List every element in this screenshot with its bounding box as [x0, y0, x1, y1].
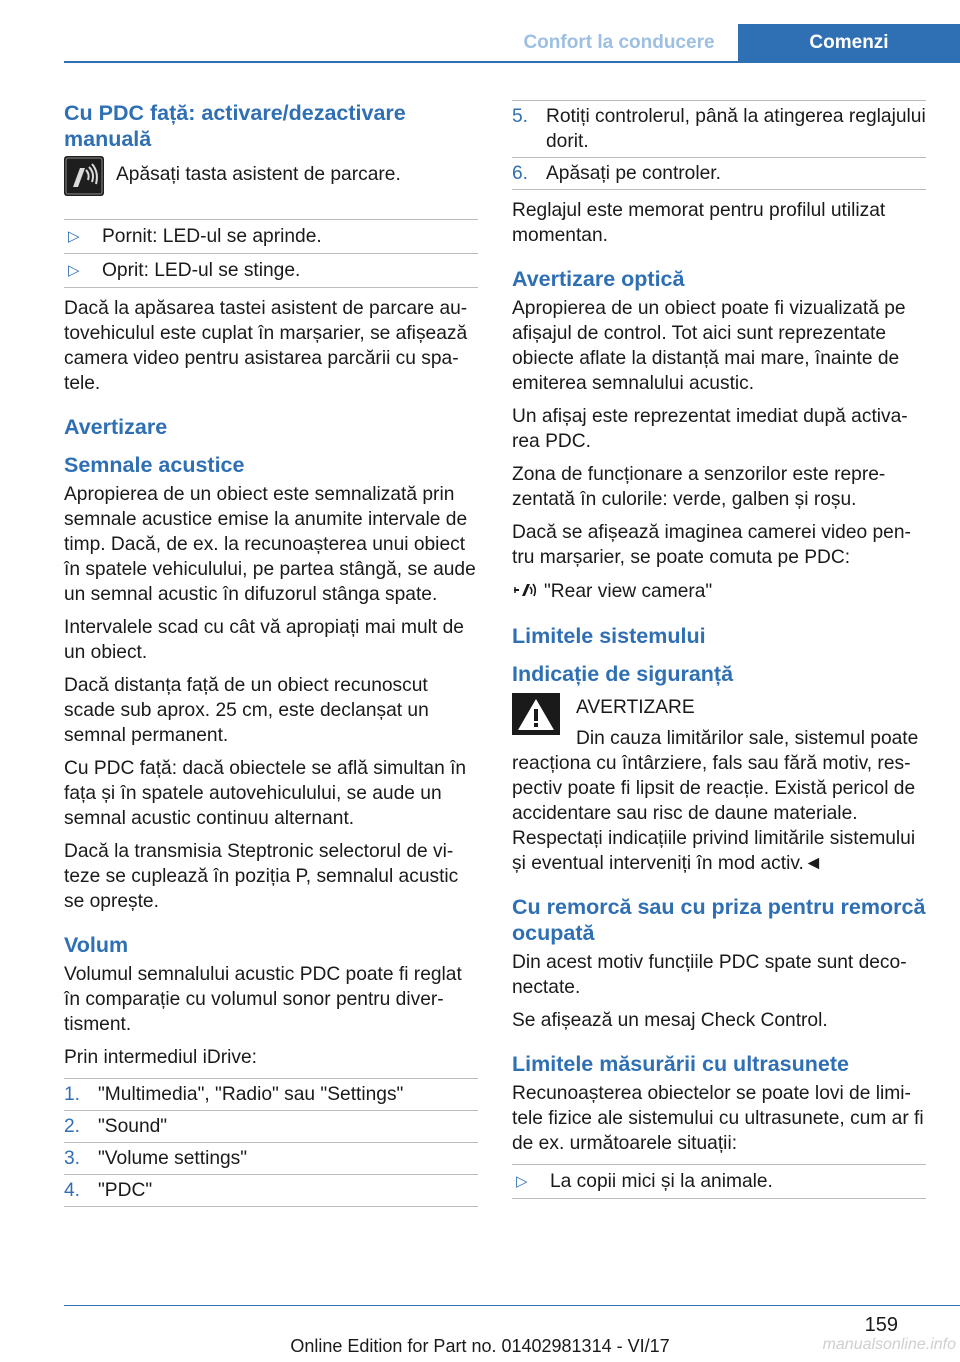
press-key-text: Apăsați tasta asistent de parcare. [116, 164, 401, 185]
para-trailer-2: Se afișează un mesaj Check Control. [512, 1010, 828, 1031]
edition-text: Online Edition for Part no. 01402981314 - VI/17 [290, 1336, 670, 1356]
para-acoustic-5: Dacă la transmisia Steptronic selectorul de viteze se cuplează în poziția P, semnalul acustic se oprește. [64, 841, 459, 912]
rear-view-row [512, 578, 926, 605]
para-ultrasound: Recunoașterea obiectelor se poate lovi de limitele fizice ale sistemului cu ultrasunete, cum ar fi de ex. următoarele situații: [512, 1083, 924, 1154]
para-saved: Reglajul este memorat pentru profilul utilizat momentan. [512, 200, 886, 246]
step-text: "PDC" [98, 1180, 153, 1201]
bullet-children [512, 1164, 926, 1199]
para-optical-2: Un afișaj este reprezentat imediat după activarea PDC. [512, 406, 908, 452]
step-text: Rotiți controlerul, până la atingerea reglajului dorit. [546, 106, 926, 152]
para-acoustic-4: Cu PDC față: dacă obiectele se află simultan în fața și în spatele autovehiculului, se aude un semnal acustic continuu alternant. [64, 758, 467, 829]
list-item [512, 100, 926, 157]
bullet-children-text: La copii mici și la animale. [550, 1171, 773, 1192]
left-column [64, 100, 478, 1215]
triangle-bullet-icon: ▷ [516, 1173, 528, 1190]
list-item [512, 157, 926, 190]
list-item [64, 1174, 478, 1207]
para-optical-4: Dacă se afișează imaginea camerei video pentru marșarier, se poate comuta pe PDC: [512, 522, 911, 568]
triangle-bullet-icon: ▷ [68, 228, 80, 245]
heading-acoustic: Semnale acustice [64, 453, 245, 477]
para-trailer-1: Din acest motiv funcțiile PDC spate sunt deconectate. [512, 952, 907, 998]
para-acoustic-3: Dacă distanța față de un obiect recunoscut scade sub aprox. 25 cm, este declanșat un semnal permanent. [64, 675, 429, 746]
warning-triangle-icon [512, 693, 560, 740]
step-number: 6. [512, 163, 529, 184]
page-number: 159 [864, 1314, 898, 1336]
heading-limits: Limitele sistemului [512, 624, 706, 648]
bullet-off [64, 253, 478, 288]
heading-trailer: Cu remorcă sau cu priza pentru remorcă ocupată [512, 895, 926, 945]
heading-optical: Avertizare optică [512, 267, 685, 291]
step-text: "Multimedia", "Radio" sau "Settings" [98, 1084, 404, 1105]
para-volume: Volumul semnalului acustic PDC poate fi reglat în comparație cu volumul sonor pentru divertisment. [64, 964, 462, 1035]
para-acoustic-1: Apropierea de un obiect este semnalizată prin semnale acustice emise la anumite intervale de timp. Dacă, de ex. la recunoașterea unui obiect în spatele vehiculului, pe partea stângă, se aude un semnal acustic în difuzorul stânga spate. [64, 484, 476, 605]
bullet-on [64, 219, 478, 253]
step-number: 1. [64, 1084, 81, 1105]
heading-volume: Volum [64, 933, 129, 957]
bullet-off-text: Oprit: LED-ul se stinge. [102, 260, 301, 281]
right-column [512, 100, 926, 1207]
heading-warning: Avertizare [64, 415, 168, 439]
step-number: 4. [64, 1180, 81, 1201]
parking-key-row [64, 156, 478, 201]
para-optical-3: Zona de funcționare a senzorilor este reprezentată în culorile: verde, galben și roșu. [512, 464, 886, 510]
header-rule [64, 61, 960, 63]
watermark: manualsonline.info [822, 1336, 956, 1353]
warning-body-first-line: Din cauza limitărilor sale, sistemul poate [576, 728, 919, 749]
footer-rule [64, 1305, 960, 1306]
step-number: 2. [64, 1116, 81, 1137]
step-number: 3. [64, 1148, 81, 1169]
para-optical-1: Apropierea de un obiect poate fi vizualizată pe afișajul de control. Tot aici sunt reprezentate obiecte aflate la distanță mai mare, înainte de emiterea semnalului acustic. [512, 298, 906, 394]
para-idrive: Prin intermediul iDrive: [64, 1047, 257, 1068]
parking-assist-icon [64, 156, 104, 201]
heading-ultrasound: Limitele măsurării cu ultrasunete [512, 1052, 849, 1076]
bullet-on-text: Pornit: LED-ul se aprinde. [102, 226, 322, 247]
warning-body: reacționa cu întârziere, fals sau fără motiv, respectiv poate fi lipsit de reacție. Există pericol de accidentare sau risc de daune materiale. Respectați indicațiile privind limitările sistemului și eventual interveniți în mod activ.◄ [512, 753, 916, 874]
step-text: "Sound" [98, 1116, 168, 1137]
warning-box [512, 693, 926, 751]
tab-section: Confort la conducere [523, 32, 715, 53]
heading-pdc-front: Cu PDC față: activare/dezactivare manuală [64, 101, 406, 151]
rear-view-label: "Rear view camera" [544, 581, 713, 602]
list-item [64, 1078, 478, 1110]
heading-safety: Indicație de siguranță [512, 662, 734, 686]
list-item [64, 1110, 478, 1142]
list-item [64, 1142, 478, 1174]
para-acoustic-2: Intervalele scad cu cât vă apropiați mai mult de un obiect. [64, 617, 464, 663]
para-reverse: Dacă la apăsarea tastei asistent de parcare autovehiculul este cuplat în marșarier, se afișează camera video pentru asistarea parcării cu spatele. [64, 298, 468, 394]
step-number: 5. [512, 106, 529, 127]
tab-chapter: Comenzi [738, 24, 960, 62]
pdc-switch-icon [512, 578, 544, 605]
triangle-bullet-icon: ▷ [68, 262, 80, 279]
step-text: "Volume settings" [98, 1148, 248, 1169]
step-text: Apăsați pe controler. [546, 163, 721, 184]
warning-title: AVERTIZARE [576, 697, 695, 718]
